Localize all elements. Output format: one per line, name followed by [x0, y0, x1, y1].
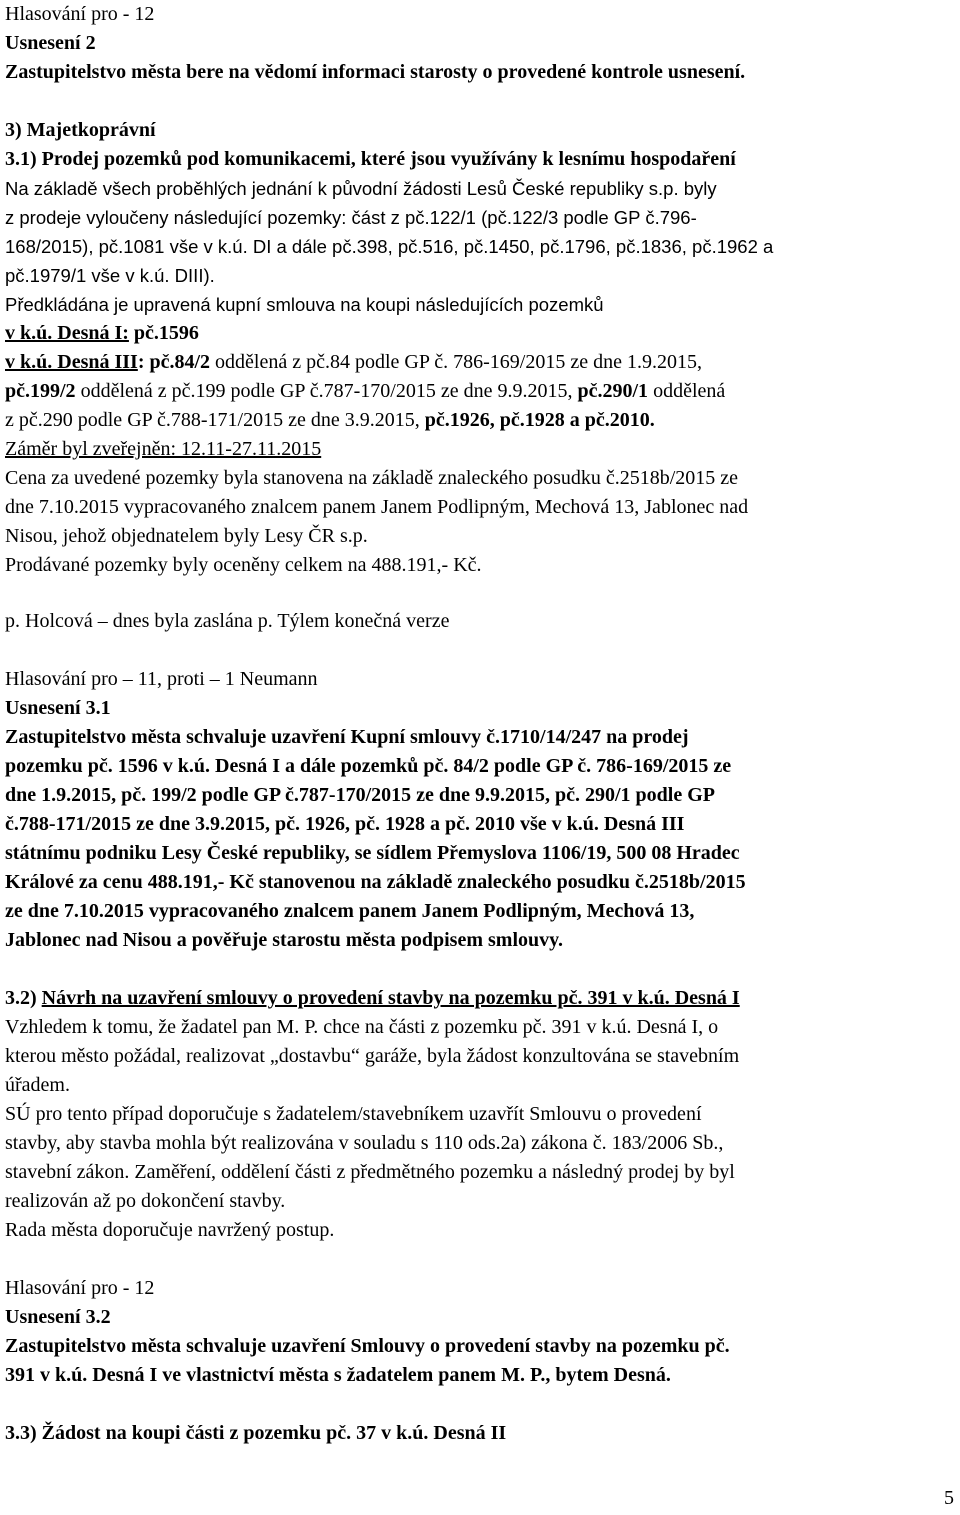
resolution-text: Zastupitelstvo města bere na vědomí informaci starosty o provedené kontrole usnesení. [5, 61, 746, 83]
text-line: Cena za uvedené pozemky byla stanovena na základě znaleckého posudku č.2518b/2015 ze [5, 467, 739, 489]
text-line: Na základě všech proběhlých jednání k původní žádosti Lesů České republiky s.p. byly [5, 178, 717, 199]
parcel-line [5, 319, 199, 348]
parcel-line [5, 406, 655, 435]
text-line: úřadem. [5, 1074, 70, 1096]
text-line: Vzhledem k tomu, že žadatel pan M. P. chce na části z pozemku pč. 391 v k.ú. Desná I, o [5, 1016, 719, 1038]
text-line: stavby, aby stavba mohla být realizována v souladu s 110 ods.2a) zákona č. 183/2006 Sb., [5, 1132, 724, 1154]
vote-line: Hlasování pro - 12 [5, 3, 155, 25]
text-line: 168/2015), pč.1081 vše v k.ú. DI a dále pč.398, pč.516, pč.1450, pč.1796, pč.1836, pč.1962 a [5, 236, 774, 257]
text-line: Nisou, jehož objednatelem byly Lesy ČR s.p. [5, 525, 368, 547]
resolution-title: Usnesení 3.1 [5, 697, 111, 719]
parcel-number: pč.1596 [128, 322, 199, 344]
text-line: realizován až po dokončení stavby. [5, 1190, 286, 1212]
text-line: Rada města doporučuje navržený postup. [5, 1219, 335, 1241]
parcel-line [5, 348, 702, 377]
resolution-text: Králové za cenu 488.191,- Kč stanovenou na základě znaleckého posudku č.2518b/2015 [5, 871, 746, 893]
vote-line: Hlasování pro – 11, proti – 1 Neumann [5, 668, 318, 690]
resolution-text: státnímu podniku Lesy České republiky, se sídlem Přemyslova 1106/19, 500 08 Hradec [5, 842, 740, 864]
text-line: Předkládána je upravená kupní smlouva na koupi následujících pozemků [5, 294, 604, 315]
parcel-detail: oddělená [648, 380, 726, 402]
parcel-number: : pč.84/2 [137, 351, 211, 373]
subsection-number: 3.2) [5, 987, 42, 1009]
subsection-heading: 3.3) Žádost na koupi části z pozemku pč. 37 v k.ú. Desná II [5, 1422, 507, 1444]
text-line: stavební zákon. Zaměření, oddělení části z předmětného pozemku a následný prodej by byl [5, 1161, 735, 1183]
note-line: p. Holcová – dnes byla zaslána p. Týlem konečná verze [5, 610, 450, 632]
resolution-text: pozemku pč. 1596 v k.ú. Desná I a dále pozemků pč. 84/2 podle GP č. 786-169/2015 ze [5, 755, 732, 777]
resolution-title: Usnesení 3.2 [5, 1306, 111, 1328]
text-line: Prodávané pozemky byly oceněny celkem na 488.191,- Kč. [5, 554, 482, 576]
parcel-line [5, 377, 725, 406]
parcel-number: pč.290/1 [577, 380, 649, 402]
text-line: SÚ pro tento případ doporučuje s žadatelem/stavebníkem uzavřít Smlouvu o provedení [5, 1103, 702, 1125]
text-line: pč.1979/1 vše v k.ú. DIII). [5, 265, 215, 286]
text-line: dne 7.10.2015 vypracovaného znalcem panem Janem Podlipným, Mechová 13, Jablonec nad [5, 496, 749, 518]
text-line: kterou město požádal, realizovat „dostavbu“ garáže, byla žádost konzultována se stavebním [5, 1045, 740, 1067]
page-number: 5 [944, 1487, 954, 1509]
resolution-text: ze dne 7.10.2015 vypracovaného znalcem panem Janem Podlipným, Mechová 13, [5, 900, 695, 922]
subsection-heading [5, 984, 740, 1013]
cadastre-label: v k.ú. Desná III [5, 351, 138, 373]
parcel-detail: oddělená z pč.199 podle GP č.787-170/2015 ze dne 9.9.2015, [75, 380, 578, 402]
resolution-text: 391 v k.ú. Desná I ve vlastnictví města s žadatelem panem M. P., bytem Desná. [5, 1364, 671, 1386]
resolution-text: Jablonec nad Nisou a pověřuje starostu města podpisem smlouvy. [5, 929, 564, 951]
vote-line: Hlasování pro - 12 [5, 1277, 155, 1299]
parcel-number: pč.1926, pč.1928 a pč.2010. [424, 409, 655, 431]
cadastre-label: v k.ú. Desná I: [5, 322, 129, 344]
resolution-text: Zastupitelstvo města schvaluje uzavření Kupní smlouvy č.1710/14/247 na prodej [5, 726, 689, 748]
subsection-title: Návrh na uzavření smlouvy o provedení stavby na pozemku pč. 391 v k.ú. Desná I [41, 987, 740, 1009]
parcel-detail: oddělená z pč.84 podle GP č. 786-169/2015 ze dne 1.9.2015, [210, 351, 702, 373]
publication-note: Záměr byl zveřejněn: 12.11-27.11.2015 [5, 438, 322, 460]
resolution-text: dne 1.9.2015, pč. 199/2 podle GP č.787-170/2015 ze dne 9.9.2015, pč. 290/1 podle GP [5, 784, 716, 806]
section-heading: 3) Majetkoprávní [5, 119, 156, 141]
resolution-text: Zastupitelstvo města schvaluje uzavření Smlouvy o provedení stavby na pozemku pč. [5, 1335, 730, 1357]
parcel-number: pč.199/2 [5, 380, 76, 402]
parcel-detail: z pč.290 podle GP č.788-171/2015 ze dne 3.9.2015, [5, 409, 425, 431]
subsection-heading: 3.1) Prodej pozemků pod komunikacemi, které jsou využívány k lesnímu hospodaření [5, 148, 736, 170]
resolution-text: č.788-171/2015 ze dne 3.9.2015, pč. 1926, pč. 1928 a pč. 2010 vše v k.ú. Desná III [5, 813, 685, 835]
resolution-title: Usnesení 2 [5, 32, 96, 54]
text-line: z prodeje vyloučeny následující pozemky: část z pč.122/1 (pč.122/3 podle GP č.796- [5, 207, 697, 228]
